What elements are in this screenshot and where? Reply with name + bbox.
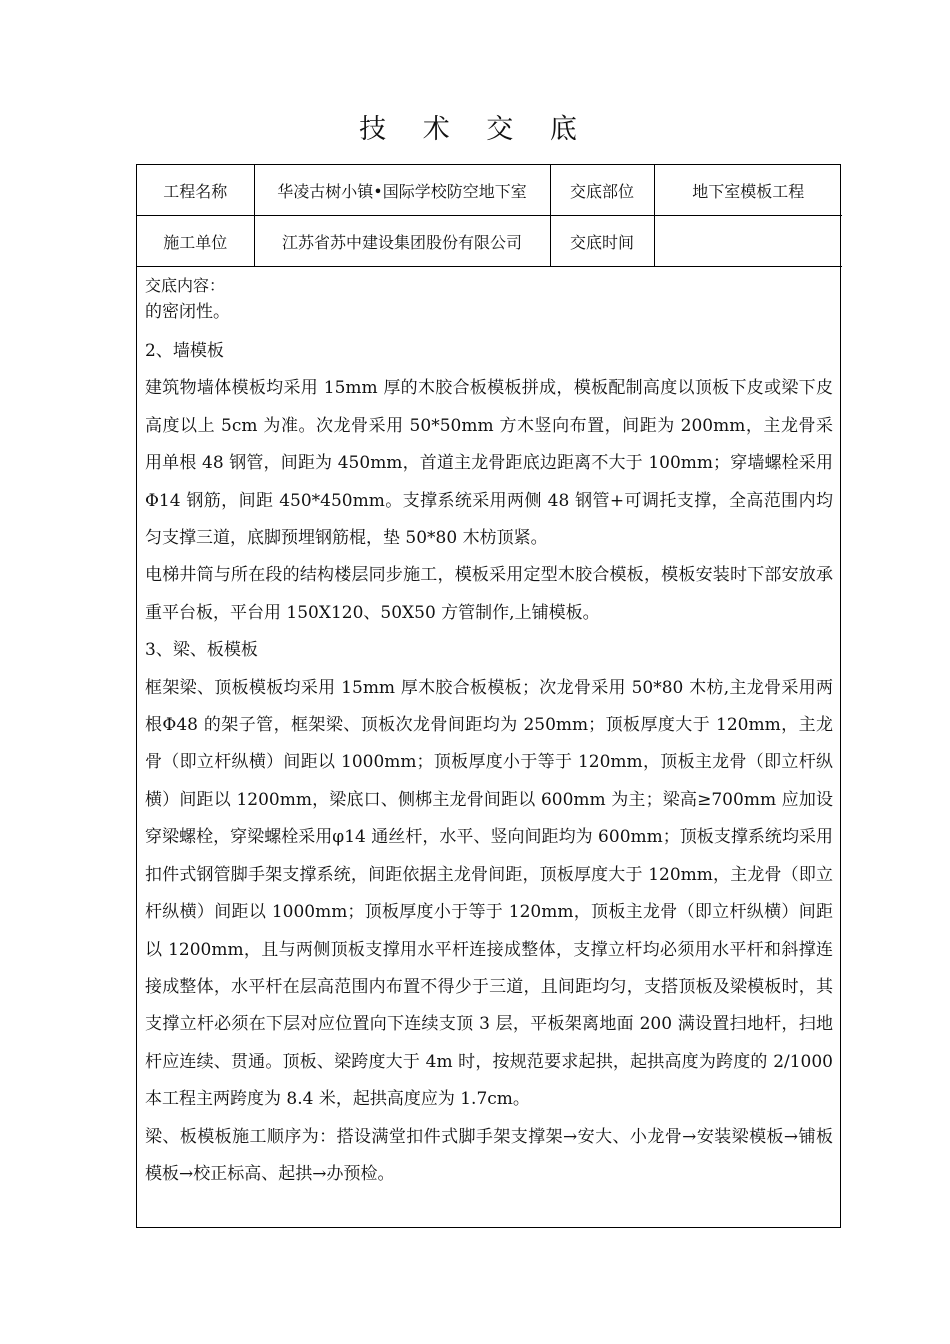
construction-unit-label: 施工单位 — [137, 216, 254, 267]
content-paragraph: 的密闭性。 — [145, 302, 230, 322]
document-title: 技 术 交 底 — [359, 114, 591, 145]
project-name-value: 华凌古树小镇•国际学校防空地下室 — [254, 165, 550, 216]
project-name-label: 工程名称 — [137, 165, 254, 216]
disclosure-part-label: 交底部位 — [550, 165, 654, 216]
content-paragraph: 框架梁、顶板模板均采用 15mm 厚木胶合板模板；次龙骨采用 50*80 木枋,主龙骨采用两根Φ48 的架子管，框架梁、顶板次龙骨间距均为 250mm；顶板厚度大于 120mm，主龙骨（即立杆纵横）间距以 1000mm；顶板厚度小于等于 120mm，顶板主龙骨（即立杆纵横）间距以 1200mm，梁底口、侧梆主龙骨间距以 600mm 为主；梁高≥700mm 应加设穿梁螺栓，穿梁螺栓采用φ14 通丝杆，水平、竖向间距均为 600mm；顶板支撑系统均采用扣件式钢管脚手架支撑系统，间距依据主龙骨间距，顶板厚度大于 120mm，主龙骨（即立杆纵横）间距以 1000mm；顶板厚度小于等于 120mm，顶板主龙骨（即立杆纵横）间距以 1200mm，且与两侧顶板支撑用水平杆连接成整体，支撑立杆均必须用水平杆和斜撑连接成整体，水平杆在层高范围内布置不得少于三道，且间距均匀，支搭顶板及梁模板时，其支撑立杆必须在下层对应位置向下连续支顶 3 层，平板架离地面 200 满设置扫地杆，扫地杆应连续、贯通。顶板、梁跨度大于 4m 时，按规范要求起拱，起拱高度为跨度的 2/1000 本工程主两跨度为 8.4 米，起拱高度应为 1.7cm。 — [145, 677, 833, 1110]
header-row-unit — [137, 216, 842, 267]
content-paragraph: 电梯井筒与所在段的结构楼层同步施工，模板采用定型木胶合模板，模板安装时下部安放承重平台板，平台用 150X120、50X50 方管制作,上铺模板。 — [145, 565, 833, 623]
disclosure-part-value: 地下室模板工程 — [654, 165, 842, 216]
content-label: 交底内容： — [145, 276, 226, 295]
disclosure-time-label: 交底时间 — [550, 216, 654, 267]
construction-unit-value: 江苏省苏中建设集团股份有限公司 — [254, 216, 550, 267]
disclosure-time-value — [654, 216, 842, 267]
disclosure-content — [145, 269, 833, 1193]
content-paragraph: 建筑物墙体模板均采用 15mm 厚的木胶合板模板拼成，模板配制高度以顶板下皮或梁下皮高度以上 5cm 为准。次龙骨采用 50*50mm 方木竖向布置，间距为 200mm，主龙骨采用单根 48 钢管，间距为 450mm，首道主龙骨距底边距离不大于 100mm；穿墙螺栓采用Φ14 钢筋，间距 450*450mm。支撑系统采用两侧 48 钢管+可调托支撑，全高范围内均匀支撑三道，底脚预埋钢筋棍，垫 50*80 木枋顶紧。 — [145, 378, 833, 549]
header-table — [137, 165, 842, 267]
section-heading-beam-slab-formwork: 3、梁、板模板 — [145, 640, 258, 661]
header-row-project — [137, 165, 842, 216]
disclosure-form — [136, 164, 841, 1228]
content-paragraph: 梁、板模板施工顺序为：搭设满堂扣件式脚手架支撑架→安大、小龙骨→安装梁模板→铺板模板→校正标高、起拱→办预检。 — [145, 1126, 833, 1184]
section-heading-wall-formwork: 2、墙模板 — [145, 341, 224, 361]
